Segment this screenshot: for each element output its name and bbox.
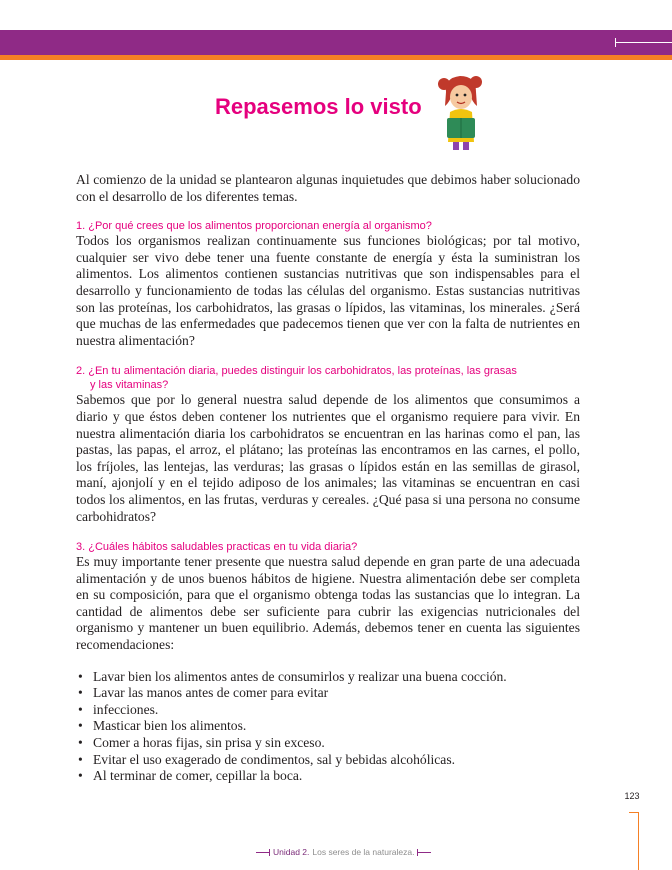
page-number: 123 xyxy=(624,791,640,801)
answer-3: Es muy importante tener presente que nuestra salud depende en gran parte de una adecuada alimentación y de unos buenos hábitos de higiene. Nuestra alimentación debe ser completa en su composición, para que el organismo obtenga todas las sustancias que lo integran. La cantidad de alimentos debe ser suficiente para cubrir las exigencias nutricionales del organismo y mantener un buen equilibrio. Además, debemos tener en cuenta las siguientes recomendaciones: xyxy=(76,554,580,653)
list-item: • Evitar el uso exagerado de condimentos, sal y bebidas alcohólicas. xyxy=(76,752,580,769)
footer-unit: Unidad 2. xyxy=(273,847,310,857)
main-content xyxy=(76,172,580,785)
question-1-text: 1. ¿Por qué crees que los alimentos proporcionan energía al organismo? xyxy=(76,220,432,233)
question-3 xyxy=(76,540,580,554)
answer-1: Todos los organismos realizan continuamente sus funciones biológicas; por tal motivo, cualquier ser vivo debe tener una fuente constante de energía y ésta la suministran los alimentos. Los alimentos contienen sustancias nutritivas que son indispensables para el desarrollo y funcionamiento de todas las células del organismo. Estas sustancias nutritivas son las proteínas, los carbohidratos, las grasas o lípidos, las vitaminas, los minerales. ¿Será que muchas de las enfermedades que padecemos tienen que ver con la falta de nutrientes en nuestra alimentación? xyxy=(76,233,580,348)
list-item: • Masticar bien los alimentos. xyxy=(76,718,580,735)
header-orange-stripe xyxy=(0,55,672,60)
question-2 xyxy=(76,364,580,392)
list-item: • infecciones. xyxy=(76,702,580,719)
question-2-text: 2. ¿En tu alimentación diaria, puedes distinguir los carbohidratos, las proteínas, las grasas xyxy=(76,365,517,378)
question-1 xyxy=(76,219,580,233)
list-item: • Lavar bien los alimentos antes de consumirlos y realizar una buena cocción. xyxy=(76,669,580,686)
intro-paragraph: Al comienzo de la unidad se plantearon algunas inquietudes que debimos haber solucionado con el desarrollo de los diferentes temas. xyxy=(76,172,580,204)
question-3-text: 3. ¿Cuáles hábitos saludables practicas en tu vida diaria? xyxy=(76,541,358,554)
header-band xyxy=(0,30,672,55)
page-number-rule-vertical xyxy=(638,812,639,870)
footer-left-rule xyxy=(256,852,270,853)
header-band-tick xyxy=(615,38,616,47)
girl-reading-book-icon xyxy=(436,72,486,152)
footer-subtitle: Los seres de la naturaleza. xyxy=(312,847,415,857)
footer xyxy=(256,846,431,858)
list-item: • Al terminar de comer, cepillar la boca. xyxy=(76,768,580,785)
list-item: • Comer a horas fijas, sin prisa y sin exceso. xyxy=(76,735,580,752)
page-title: Repasemos lo visto xyxy=(215,94,422,119)
list-item: • Lavar las manos antes de comer para evitar xyxy=(76,685,580,702)
footer-right-rule xyxy=(417,852,431,853)
header-band-rule xyxy=(615,42,672,43)
answer-2: Sabemos que por lo general nuestra salud depende de los alimentos que consumimos a diario y que éstos deben contener los nutrientes que el organismo requiere para vivir. En nuestra alimentación diaria los carbohidratos se encuentran en las harinas como el pan, las pastas, las papas, el arroz, el plátano; las proteínas las encontramos en las carnes, el pollo, los fríjoles, las lentejas, las verduras; las grasas o lípidos están en las semillas de girasol, maní, ajonjolí y en el tejido adiposo de los animales; las vitaminas se encuentran en casi todos los alimentos, en las frutas, verduras y cereales. ¿Qué pasa si una persona no consume carbohidratos? xyxy=(76,392,580,524)
question-2-continuation: y las vitaminas? xyxy=(90,379,169,392)
recommendations-list xyxy=(76,669,580,785)
